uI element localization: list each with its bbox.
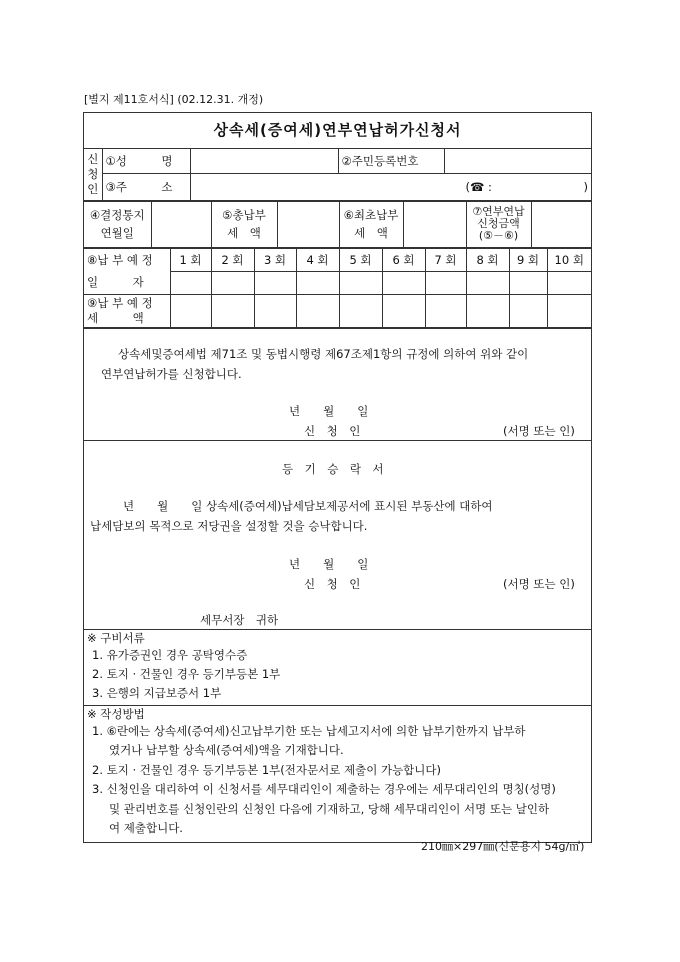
- name-field[interactable]: [190, 149, 338, 173]
- total-tax-field[interactable]: [277, 201, 339, 247]
- decision-date-label: ④결정통지 연월일: [84, 201, 151, 247]
- installment-header: 5 회: [339, 248, 382, 271]
- requested-amount-field[interactable]: [531, 201, 591, 247]
- payment-amount-cell[interactable]: [339, 294, 382, 327]
- installment-header: 9 회: [509, 248, 547, 271]
- installment-header: 8 회: [466, 248, 509, 271]
- addressee: 세무서장 귀하: [200, 612, 279, 627]
- consent-text: 납세담보의 목적으로 저당권을 설정할 것을 승낙합니다.: [90, 518, 368, 533]
- declaration-applicant: 신 청 인: [304, 423, 361, 438]
- installment-header: 3 회: [254, 248, 296, 271]
- payment-date-cell[interactable]: [382, 271, 425, 294]
- instruction-item: 1. ⑥란에는 상속세(증여세)신고납부기한 또는 납세고지서에 의한 납부기한까지 납부하: [92, 723, 526, 738]
- requested-amount-label: ⑦연부연납 신청금액 (⑤－⑥): [466, 201, 531, 247]
- phone-label: (☎ :: [465, 179, 492, 194]
- installment-header: 2 회: [211, 248, 254, 271]
- declaration-date: 년 월 일: [289, 403, 369, 418]
- declaration-section: [84, 328, 591, 440]
- total-tax-label: ⑤총납부 세 액: [211, 201, 277, 247]
- instructions: [84, 705, 591, 842]
- payment-date-cell[interactable]: [339, 271, 382, 294]
- installment-header: 10 회: [547, 248, 591, 271]
- payment-date-label: ⑧납 부 예 정 일 자: [84, 248, 170, 294]
- installment-header: 4 회: [296, 248, 339, 271]
- consent-date: 년 월 일: [289, 556, 369, 571]
- consent-applicant: 신 청 인: [304, 576, 361, 591]
- required-documents: [84, 629, 591, 705]
- address-label: ③주 소: [102, 173, 190, 200]
- name-label: ①성 명: [102, 149, 190, 173]
- instruction-item: 2. 토지 · 건물인 경우 등기부등본 1부(전자문서로 제출이 가능합니다): [92, 762, 441, 777]
- instruction-item: 및 관리번호를 신청인란의 신청인 다음에 기재하고, 당해 세무대리인이 서명 또는 날인하: [109, 801, 550, 816]
- instruction-item: 3. 신청인을 대리하여 이 신청서를 세무대리인이 제출하는 경우에는 세무대리인의 명칭(성명): [92, 782, 556, 796]
- document-item: 2. 토지 · 건물인 경우 등기부등본 1부: [92, 667, 281, 681]
- payment-amount-cell[interactable]: [296, 294, 339, 327]
- payment-amount-cell[interactable]: [509, 294, 547, 327]
- declaration-text: 연부연납허가를 신청합니다.: [101, 366, 242, 381]
- payment-date-cell[interactable]: [296, 271, 339, 294]
- decision-date-field[interactable]: [151, 201, 211, 247]
- payment-amount-cell[interactable]: [382, 294, 425, 327]
- payment-date-cell[interactable]: [509, 271, 547, 294]
- form-number: [별지 제11호서식] (02.12.31. 개정): [84, 93, 264, 106]
- first-payment-label: ⑥최초납부 세 액: [339, 201, 403, 247]
- installment-header: 1 회: [170, 248, 211, 271]
- instruction-item: 여 제출합니다.: [109, 821, 183, 835]
- declaration-sign: (서명 또는 인): [503, 423, 575, 438]
- payment-amount-label: ⑨납 부 예 정 세 액: [84, 294, 170, 327]
- consent-section: [84, 440, 591, 629]
- payment-amount-cell[interactable]: [170, 294, 211, 327]
- payment-amount-cell[interactable]: [466, 294, 509, 327]
- documents-heading: ※ 구비서류: [87, 630, 145, 645]
- form-title: 상속세(증여세)연부연납허가신청서: [84, 113, 591, 149]
- payment-date-cell[interactable]: [170, 271, 211, 294]
- installment-header: 7 회: [425, 248, 466, 271]
- payment-amount-cell[interactable]: [547, 294, 591, 327]
- payment-date-cell[interactable]: [254, 271, 296, 294]
- rrn-label: ②주민등록번호: [338, 149, 444, 173]
- declaration-text: 상속세및증여세법 제71조 및 동법시행령 제67조제1항의 규정에 의하여 위와 같이: [118, 346, 529, 361]
- first-payment-field[interactable]: [403, 201, 466, 247]
- instructions-heading: ※ 작성방법: [87, 706, 145, 721]
- payment-amount-cell[interactable]: [211, 294, 254, 327]
- payment-date-cell[interactable]: [547, 271, 591, 294]
- payment-amount-cell[interactable]: [425, 294, 466, 327]
- document-item: 3. 은행의 지급보증서 1부: [92, 685, 222, 700]
- payment-amount-cell[interactable]: [254, 294, 296, 327]
- address-field[interactable]: [190, 173, 591, 200]
- paper-spec: 210㎜×297㎜(신문용지 54g/㎡): [421, 840, 585, 853]
- rrn-field[interactable]: [444, 149, 591, 173]
- consent-text: 년 월 일 상속세(증여세)납세담보제공서에 표시된 부동산에 대하여: [123, 498, 493, 513]
- schedule-table: [84, 248, 591, 328]
- phone-close: ): [583, 179, 588, 194]
- installment-header: 6 회: [382, 248, 425, 271]
- payment-date-cell[interactable]: [466, 271, 509, 294]
- application-form: [83, 112, 592, 843]
- applicant-group-label: 신 청 인: [84, 149, 102, 200]
- applicant-table: [84, 149, 591, 201]
- amounts-table: [84, 201, 591, 248]
- document-item: 1. 유가증권인 경우 공탁영수증: [92, 647, 248, 662]
- payment-date-cell[interactable]: [211, 271, 254, 294]
- consent-title: 등 기 승 락 서: [282, 461, 384, 476]
- instruction-item: 였거나 납부할 상속세(증여세)액을 기재합니다.: [109, 743, 344, 757]
- consent-sign: (서명 또는 인): [503, 576, 575, 591]
- payment-date-cell[interactable]: [425, 271, 466, 294]
